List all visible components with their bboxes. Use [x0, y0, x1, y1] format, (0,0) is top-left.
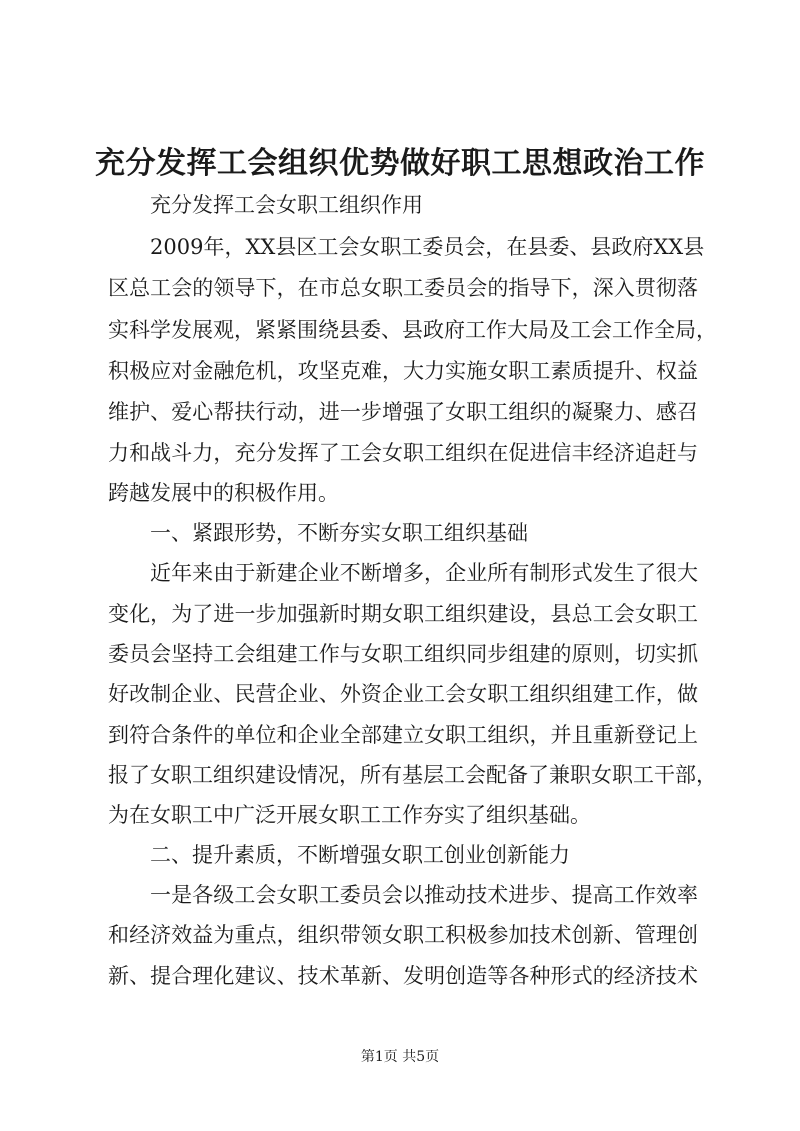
paragraph-line: 跨越发展中的积极作用。	[108, 481, 339, 505]
paragraph-line: 区总工会的领导下，在市总女职工委员会的指导下，深入贯彻落	[108, 276, 698, 300]
paragraph-line: 委员会坚持工会组建工作与女职工组织同步组建的原则，切实抓	[108, 642, 698, 666]
paragraph-line: 为在女职工中广泛开展女职工工作夯实了组织基础。	[108, 803, 591, 827]
paragraph-line: 到符合条件的单位和企业全部建立女职工组织，并且重新登记上	[108, 723, 698, 747]
paragraph-line: 实科学发展观，紧紧围绕县委、县政府工作大局及工会工作全局，	[108, 318, 717, 342]
paragraph-line: 报了女职工组织建设情况，所有基层工会配备了兼职女职工干部，	[108, 763, 717, 787]
paragraph-line: 力和战斗力，充分发挥了工会女职工组织在促进信丰经济追赶与	[108, 441, 698, 465]
paragraph-line: 和经济效益为重点，组织带领女职工积极参加技术创新、管理创	[108, 923, 698, 947]
paragraph-line: 维护、爱心帮扶行动，进一步增强了女职工组织的凝聚力、感召	[108, 400, 698, 424]
section-heading-2: 二、提升素质，不断增强女职工创业创新能力	[150, 843, 570, 867]
paragraph-line: 新、提合理化建议、技术革新、发明创造等各种形式的经济技术	[108, 964, 698, 988]
paragraph-line: 2009年，XX县区工会女职工委员会，在县委、县政府XX县	[150, 235, 705, 259]
page-number-footer: 第1页 共5页	[360, 1049, 440, 1065]
paragraph-line: 好改制企业、民营企业、外资企业工会女职工组织组建工作，做	[108, 682, 698, 706]
paragraph-line: 近年来由于新建企业不断增多，企业所有制形式发生了很大	[150, 561, 698, 585]
paragraph-line: 一是各级工会女职工委员会以推动技术进步、提高工作效率	[150, 883, 698, 907]
document-title: 充分发挥工会组织优势做好职工思想政治工作	[95, 146, 705, 181]
paragraph-line: 积极应对金融危机，攻坚克难，大力实施女职工素质提升、权益	[108, 359, 698, 383]
subtitle-line: 充分发挥工会女职工组织作用	[150, 193, 423, 217]
section-heading-1: 一、紧跟形势，不断夯实女职工组织基础	[150, 521, 528, 545]
paragraph-line: 变化，为了进一步加强新时期女职工组织建设，县总工会女职工	[108, 602, 698, 626]
